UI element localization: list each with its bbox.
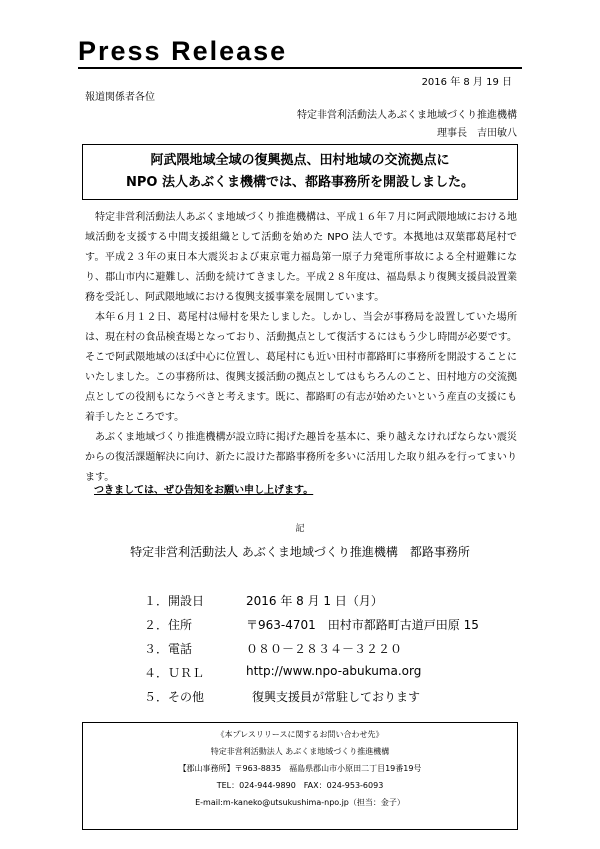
headline-box bbox=[82, 144, 518, 200]
contact-address: 【郡山事務所】〒963-8835 福島県郡山市小原田二丁目19番19号 bbox=[178, 764, 422, 773]
headline-line-2: NPO 法人あぶくま機構では、都路事務所を開設しました。 bbox=[126, 175, 474, 190]
detail-label: ３．電話 bbox=[144, 642, 193, 656]
detail-value: 〒963-4701 田村市都路町古道戸田原 15 bbox=[246, 618, 479, 632]
notice-text: つきましては、ぜひ告知をお願い申し上げます。 bbox=[94, 485, 314, 496]
detail-label: ５．その他 bbox=[144, 690, 205, 704]
body-paragraph-2: 本年６月１２日、葛尾村は帰村を果たしました。しかし、当会が事務局を設置していた場所は、現在村の食品検査場となっており、活動拠点として復活するにはもう少し時間が必要です。そこで阿武隈地域のほぼ中心に位置し、葛尾村にも近い田村市都路町に事務所を開設することにいたしました。この事務所は、復興支援活動の拠点としてはもちろんのこと、田村地方の交流拠点としての役割もになうべきと考えます。既に、都路町の有志が始めたいという産直の支援にも着手したところです。 bbox=[85, 312, 517, 423]
detail-value: 2016 年 8 月 1 日（月） bbox=[246, 594, 383, 608]
ki-mark: 記 bbox=[295, 524, 305, 534]
contact-organization: 特定非営利活動法人 あぶくま地域づくり推進機構 bbox=[210, 747, 390, 756]
detail-label: ２．住所 bbox=[144, 618, 193, 632]
detail-label: １．開設日 bbox=[144, 594, 205, 608]
contact-box bbox=[82, 722, 518, 830]
detail-value-link[interactable]: http://www.npo-abukuma.org bbox=[246, 664, 422, 678]
body-paragraph-3: あぶくま地域づくり推進機構が設立時に掲げた趣旨を基本に、乗り越えなければならない震災からの復活課題解決に向け、新たに設けた都路事務所を多いに活用した取り組みを行ってまいります。 bbox=[85, 432, 517, 483]
contact-tel-fax: TEL：024-944-9890 FAX：024-953-6093 bbox=[216, 781, 384, 790]
detail-value: ０８０－２８３４－３２２０ bbox=[246, 642, 403, 656]
issuer-organization: 特定非営利活動法人あぶくま地域づくり推進機構 bbox=[297, 110, 517, 121]
body-text bbox=[85, 208, 517, 488]
body-paragraph-1: 特定非営利活動法人あぶくま地域づくり推進機構は、平成１６年７月に阿武隈地域における地域活動を支援する中間支援組織として活動を始めた NPO 法人です。本拠地は双葉郡葛尾村です。平成２３年の東日本大震災および東京電力福島第一原子力発電所事故による全村避難になり、郡山市内に避難し、活動を続けてきました。平成２８年度は、福島県より復興支援員設置業務を受託し、阿武隈地域における復興支援事業を展開しています。 bbox=[85, 212, 517, 303]
contact-email[interactable]: E-mail:m-kaneko@utsukushima-npo.jp（担当：金子） bbox=[195, 798, 405, 807]
detail-value: 復興支援員が常駐しております bbox=[252, 690, 421, 704]
headline-line-1: 阿武隈地域全域の復興拠点、田村地域の交流拠点に bbox=[150, 153, 450, 168]
release-date: 2016 年 8 月 19 日 bbox=[421, 77, 512, 88]
recipients: 報道関係者各位 bbox=[85, 92, 155, 103]
contact-heading: 《本プレスリリースに関するお問い合わせ先》 bbox=[216, 730, 384, 739]
detail-label: ４．ＵＲＬ bbox=[144, 666, 205, 680]
title-underline bbox=[78, 67, 522, 69]
office-title: 特定非営利活動法人 あぶくま地域づくり推進機構 都路事務所 bbox=[130, 545, 470, 559]
issuer-representative: 理事長 吉田敏八 bbox=[437, 128, 517, 139]
page-title: Press Release bbox=[78, 36, 288, 66]
